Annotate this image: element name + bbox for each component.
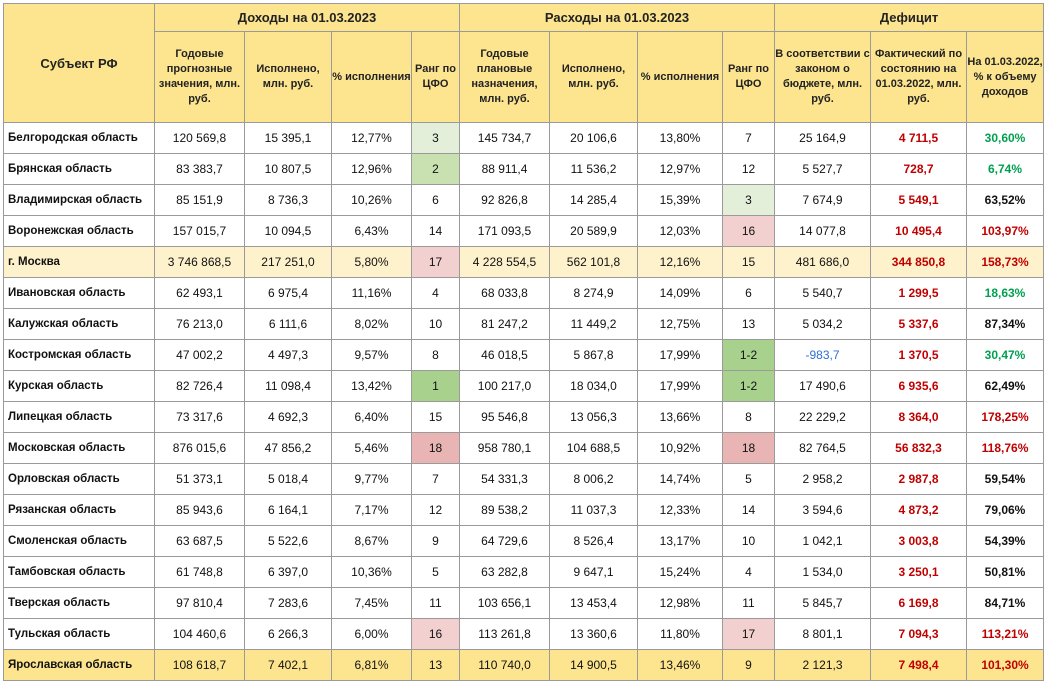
income-done-cell: 6 164,1: [245, 495, 332, 526]
expense-pct-cell: 17,99%: [638, 371, 723, 402]
expense-plan-cell: 145 734,7: [460, 123, 550, 154]
deficit-fact-cell: 1 299,5: [871, 278, 967, 309]
deficit-law-cell: 7 674,9: [775, 185, 871, 216]
expense-group-header: Расходы на 01.03.2023: [460, 4, 775, 32]
table-row: [4, 650, 1044, 681]
income-plan-cell: 85 943,6: [155, 495, 245, 526]
deficit-pct-cell: 87,34%: [967, 309, 1044, 340]
deficit-pct-header: На 01.03.2022, % к объему доходов: [967, 32, 1044, 123]
budget-table: [3, 3, 1044, 681]
deficit-pct-cell: 30,47%: [967, 340, 1044, 371]
expense-plan-cell: 958 780,1: [460, 433, 550, 464]
deficit-fact-cell: 2 987,8: [871, 464, 967, 495]
deficit-fact-cell: 6 935,6: [871, 371, 967, 402]
deficit-law-cell: 1 042,1: [775, 526, 871, 557]
income-pct-header: % исполнения: [332, 32, 412, 123]
expense-pct-cell: 10,92%: [638, 433, 723, 464]
expense-pct-cell: 12,97%: [638, 154, 723, 185]
income-done-cell: 6 397,0: [245, 557, 332, 588]
expense-rank-cell: 15: [723, 247, 775, 278]
expense-plan-cell: 46 018,5: [460, 340, 550, 371]
table-row: [4, 185, 1044, 216]
expense-done-cell: 13 056,3: [550, 402, 638, 433]
table-row: [4, 309, 1044, 340]
expense-done-cell: 8 274,9: [550, 278, 638, 309]
deficit-law-header: В соответствии с законом о бюджете, млн. руб.: [775, 32, 871, 123]
deficit-pct-cell: 6,74%: [967, 154, 1044, 185]
expense-done-cell: 13 453,4: [550, 588, 638, 619]
expense-plan-cell: 64 729,6: [460, 526, 550, 557]
expense-done-cell: 14 285,4: [550, 185, 638, 216]
expense-rank-cell: 12: [723, 154, 775, 185]
expense-done-cell: 104 688,5: [550, 433, 638, 464]
expense-plan-cell: 110 740,0: [460, 650, 550, 681]
subject-name-cell: Рязанская область: [4, 495, 155, 526]
deficit-pct-cell: 30,60%: [967, 123, 1044, 154]
deficit-fact-cell: 728,7: [871, 154, 967, 185]
expense-rank-cell: 8: [723, 402, 775, 433]
income-pct-cell: 13,42%: [332, 371, 412, 402]
income-done-cell: 217 251,0: [245, 247, 332, 278]
expense-pct-cell: 12,98%: [638, 588, 723, 619]
expense-done-cell: 13 360,6: [550, 619, 638, 650]
expense-rank-cell: 18: [723, 433, 775, 464]
expense-done-cell: 18 034,0: [550, 371, 638, 402]
expense-pct-cell: 13,66%: [638, 402, 723, 433]
income-pct-cell: 8,02%: [332, 309, 412, 340]
expense-done-cell: 14 900,5: [550, 650, 638, 681]
income-rank-header: Ранг по ЦФО: [412, 32, 460, 123]
deficit-fact-cell: 344 850,8: [871, 247, 967, 278]
deficit-law-cell: 5 527,7: [775, 154, 871, 185]
income-pct-cell: 6,40%: [332, 402, 412, 433]
expense-done-cell: 20 106,6: [550, 123, 638, 154]
expense-pct-header: % исполнения: [638, 32, 723, 123]
income-pct-cell: 6,43%: [332, 216, 412, 247]
subject-name-cell: Орловская область: [4, 464, 155, 495]
income-done-cell: 4 497,3: [245, 340, 332, 371]
subject-name-cell: Ивановская область: [4, 278, 155, 309]
deficit-law-cell: 2 958,2: [775, 464, 871, 495]
income-plan-cell: 82 726,4: [155, 371, 245, 402]
subject-name-cell: Тамбовская область: [4, 557, 155, 588]
income-plan-cell: 63 687,5: [155, 526, 245, 557]
deficit-pct-cell: 18,63%: [967, 278, 1044, 309]
table-row: [4, 495, 1044, 526]
income-done-cell: 6 266,3: [245, 619, 332, 650]
expense-plan-cell: 100 217,0: [460, 371, 550, 402]
income-pct-cell: 10,36%: [332, 557, 412, 588]
deficit-pct-cell: 84,71%: [967, 588, 1044, 619]
income-rank-cell: 1: [412, 371, 460, 402]
table-row: [4, 433, 1044, 464]
income-plan-cell: 97 810,4: [155, 588, 245, 619]
deficit-fact-cell: 6 169,8: [871, 588, 967, 619]
expense-plan-cell: 92 826,8: [460, 185, 550, 216]
expense-done-cell: 8 006,2: [550, 464, 638, 495]
income-plan-cell: 62 493,1: [155, 278, 245, 309]
expense-rank-cell: 3: [723, 185, 775, 216]
subject-name-cell: Брянская область: [4, 154, 155, 185]
expense-pct-cell: 12,03%: [638, 216, 723, 247]
deficit-law-cell: 481 686,0: [775, 247, 871, 278]
expense-done-cell: 20 589,9: [550, 216, 638, 247]
income-done-cell: 15 395,1: [245, 123, 332, 154]
expense-pct-cell: 14,09%: [638, 278, 723, 309]
income-rank-cell: 3: [412, 123, 460, 154]
deficit-fact-cell: 3 250,1: [871, 557, 967, 588]
expense-rank-cell: 1-2: [723, 371, 775, 402]
subject-header: Субъект РФ: [4, 4, 155, 123]
expense-rank-cell: 17: [723, 619, 775, 650]
income-rank-cell: 4: [412, 278, 460, 309]
expense-pct-cell: 14,74%: [638, 464, 723, 495]
expense-done-cell: 11 449,2: [550, 309, 638, 340]
deficit-pct-cell: 50,81%: [967, 557, 1044, 588]
table-row: [4, 371, 1044, 402]
deficit-pct-cell: 113,21%: [967, 619, 1044, 650]
table-row: [4, 464, 1044, 495]
income-done-cell: 6 111,6: [245, 309, 332, 340]
expense-pct-cell: 15,39%: [638, 185, 723, 216]
income-pct-cell: 6,00%: [332, 619, 412, 650]
deficit-pct-cell: 158,73%: [967, 247, 1044, 278]
income-pct-cell: 6,81%: [332, 650, 412, 681]
deficit-fact-cell: 1 370,5: [871, 340, 967, 371]
income-pct-cell: 8,67%: [332, 526, 412, 557]
subject-name-cell: Белгородская область: [4, 123, 155, 154]
income-done-cell: 8 736,3: [245, 185, 332, 216]
income-done-cell: 5 018,4: [245, 464, 332, 495]
deficit-law-cell: 17 490,6: [775, 371, 871, 402]
table-row: [4, 123, 1044, 154]
income-rank-cell: 13: [412, 650, 460, 681]
deficit-law-cell: 5 845,7: [775, 588, 871, 619]
deficit-fact-cell: 7 498,4: [871, 650, 967, 681]
income-rank-cell: 8: [412, 340, 460, 371]
subject-name-cell: г. Москва: [4, 247, 155, 278]
deficit-fact-cell: 3 003,8: [871, 526, 967, 557]
income-done-cell: 10 807,5: [245, 154, 332, 185]
income-done-cell: 5 522,6: [245, 526, 332, 557]
deficit-pct-cell: 59,54%: [967, 464, 1044, 495]
deficit-law-cell: 2 121,3: [775, 650, 871, 681]
income-done-cell: 6 975,4: [245, 278, 332, 309]
subject-name-cell: Владимирская область: [4, 185, 155, 216]
expense-rank-cell: 14: [723, 495, 775, 526]
deficit-pct-cell: 63,52%: [967, 185, 1044, 216]
income-plan-cell: 85 151,9: [155, 185, 245, 216]
income-done-cell: 11 098,4: [245, 371, 332, 402]
expense-rank-cell: 6: [723, 278, 775, 309]
income-pct-cell: 5,80%: [332, 247, 412, 278]
deficit-fact-cell: 4 873,2: [871, 495, 967, 526]
deficit-pct-cell: 178,25%: [967, 402, 1044, 433]
income-done-cell: 7 402,1: [245, 650, 332, 681]
expense-plan-cell: 95 546,8: [460, 402, 550, 433]
deficit-law-cell: 8 801,1: [775, 619, 871, 650]
deficit-law-cell: 82 764,5: [775, 433, 871, 464]
deficit-pct-cell: 62,49%: [967, 371, 1044, 402]
deficit-law-cell: -983,7: [775, 340, 871, 371]
income-pct-cell: 11,16%: [332, 278, 412, 309]
expense-pct-cell: 13,17%: [638, 526, 723, 557]
expense-rank-cell: 16: [723, 216, 775, 247]
deficit-law-cell: 5 034,2: [775, 309, 871, 340]
expense-plan-cell: 103 656,1: [460, 588, 550, 619]
deficit-fact-cell: 7 094,3: [871, 619, 967, 650]
income-done-cell: 4 692,3: [245, 402, 332, 433]
income-done-cell: 47 856,2: [245, 433, 332, 464]
expense-rank-header: Ранг по ЦФО: [723, 32, 775, 123]
table-row: [4, 557, 1044, 588]
subject-name-cell: Смоленская область: [4, 526, 155, 557]
income-plan-cell: 76 213,0: [155, 309, 245, 340]
income-rank-cell: 14: [412, 216, 460, 247]
table-row: [4, 619, 1044, 650]
income-pct-cell: 5,46%: [332, 433, 412, 464]
income-plan-cell: 47 002,2: [155, 340, 245, 371]
table-row: [4, 526, 1044, 557]
income-pct-cell: 12,77%: [332, 123, 412, 154]
expense-pct-cell: 12,75%: [638, 309, 723, 340]
subject-name-cell: Курская область: [4, 371, 155, 402]
income-done-header: Исполнено, млн. руб.: [245, 32, 332, 123]
income-pct-cell: 9,57%: [332, 340, 412, 371]
expense-plan-header: Годовые плановые назначения, млн. руб.: [460, 32, 550, 123]
income-plan-cell: 876 015,6: [155, 433, 245, 464]
subject-name-cell: Тульская область: [4, 619, 155, 650]
deficit-fact-cell: 10 495,4: [871, 216, 967, 247]
income-rank-cell: 10: [412, 309, 460, 340]
expense-done-cell: 5 867,8: [550, 340, 638, 371]
table-row: [4, 340, 1044, 371]
deficit-pct-cell: 103,97%: [967, 216, 1044, 247]
income-rank-cell: 18: [412, 433, 460, 464]
income-done-cell: 10 094,5: [245, 216, 332, 247]
expense-rank-cell: 7: [723, 123, 775, 154]
subject-name-cell: Костромская область: [4, 340, 155, 371]
income-pct-cell: 7,17%: [332, 495, 412, 526]
expense-pct-cell: 17,99%: [638, 340, 723, 371]
income-rank-cell: 9: [412, 526, 460, 557]
income-plan-cell: 108 618,7: [155, 650, 245, 681]
income-pct-cell: 12,96%: [332, 154, 412, 185]
income-plan-cell: 104 460,6: [155, 619, 245, 650]
expense-plan-cell: 171 093,5: [460, 216, 550, 247]
deficit-fact-cell: 8 364,0: [871, 402, 967, 433]
income-done-cell: 7 283,6: [245, 588, 332, 619]
income-pct-cell: 9,77%: [332, 464, 412, 495]
expense-rank-cell: 10: [723, 526, 775, 557]
expense-rank-cell: 13: [723, 309, 775, 340]
income-pct-cell: 7,45%: [332, 588, 412, 619]
expense-done-cell: 8 526,4: [550, 526, 638, 557]
expense-done-cell: 11 536,2: [550, 154, 638, 185]
income-rank-cell: 2: [412, 154, 460, 185]
expense-rank-cell: 4: [723, 557, 775, 588]
income-rank-cell: 6: [412, 185, 460, 216]
deficit-pct-cell: 101,30%: [967, 650, 1044, 681]
subject-name-cell: Калужская область: [4, 309, 155, 340]
expense-rank-cell: 5: [723, 464, 775, 495]
income-plan-cell: 120 569,8: [155, 123, 245, 154]
expense-pct-cell: 13,80%: [638, 123, 723, 154]
expense-pct-cell: 15,24%: [638, 557, 723, 588]
income-plan-cell: 73 317,6: [155, 402, 245, 433]
income-rank-cell: 15: [412, 402, 460, 433]
deficit-fact-cell: 4 711,5: [871, 123, 967, 154]
expense-plan-cell: 113 261,8: [460, 619, 550, 650]
income-rank-cell: 12: [412, 495, 460, 526]
expense-plan-cell: 63 282,8: [460, 557, 550, 588]
table-row: [4, 402, 1044, 433]
income-rank-cell: 17: [412, 247, 460, 278]
expense-rank-cell: 9: [723, 650, 775, 681]
expense-plan-cell: 88 911,4: [460, 154, 550, 185]
deficit-fact-cell: 56 832,3: [871, 433, 967, 464]
subject-name-cell: Липецкая область: [4, 402, 155, 433]
income-plan-cell: 157 015,7: [155, 216, 245, 247]
income-group-header: Доходы на 01.03.2023: [155, 4, 460, 32]
expense-done-cell: 9 647,1: [550, 557, 638, 588]
deficit-law-cell: 25 164,9: [775, 123, 871, 154]
deficit-law-cell: 1 534,0: [775, 557, 871, 588]
subject-name-cell: Воронежская область: [4, 216, 155, 247]
expense-done-cell: 11 037,3: [550, 495, 638, 526]
table-row: [4, 247, 1044, 278]
subject-name-cell: Ярославская область: [4, 650, 155, 681]
deficit-law-cell: 14 077,8: [775, 216, 871, 247]
table-row: [4, 154, 1044, 185]
expense-rank-cell: 11: [723, 588, 775, 619]
expense-done-cell: 562 101,8: [550, 247, 638, 278]
expense-plan-cell: 54 331,3: [460, 464, 550, 495]
deficit-pct-cell: 118,76%: [967, 433, 1044, 464]
deficit-pct-cell: 54,39%: [967, 526, 1044, 557]
income-plan-cell: 83 383,7: [155, 154, 245, 185]
expense-pct-cell: 12,33%: [638, 495, 723, 526]
deficit-group-header: Дефицит: [775, 4, 1044, 32]
expense-done-header: Исполнено, млн. руб.: [550, 32, 638, 123]
table-body: [4, 123, 1044, 681]
subject-name-cell: Тверская область: [4, 588, 155, 619]
table-row: [4, 588, 1044, 619]
expense-pct-cell: 13,46%: [638, 650, 723, 681]
expense-plan-cell: 81 247,2: [460, 309, 550, 340]
table-row: [4, 216, 1044, 247]
deficit-fact-header: Фактический по состоянию на 01.03.2022, млн. руб.: [871, 32, 967, 123]
income-pct-cell: 10,26%: [332, 185, 412, 216]
deficit-law-cell: 5 540,7: [775, 278, 871, 309]
income-rank-cell: 16: [412, 619, 460, 650]
income-plan-header: Годовые прогнозные значения, млн. руб.: [155, 32, 245, 123]
deficit-fact-cell: 5 337,6: [871, 309, 967, 340]
subject-name-cell: Московская область: [4, 433, 155, 464]
table-row: [4, 278, 1044, 309]
expense-plan-cell: 89 538,2: [460, 495, 550, 526]
expense-pct-cell: 12,16%: [638, 247, 723, 278]
income-plan-cell: 51 373,1: [155, 464, 245, 495]
income-rank-cell: 7: [412, 464, 460, 495]
income-plan-cell: 3 746 868,5: [155, 247, 245, 278]
deficit-fact-cell: 5 549,1: [871, 185, 967, 216]
income-rank-cell: 5: [412, 557, 460, 588]
expense-plan-cell: 4 228 554,5: [460, 247, 550, 278]
deficit-pct-cell: 79,06%: [967, 495, 1044, 526]
expense-plan-cell: 68 033,8: [460, 278, 550, 309]
income-rank-cell: 11: [412, 588, 460, 619]
deficit-law-cell: 22 229,2: [775, 402, 871, 433]
deficit-law-cell: 3 594,6: [775, 495, 871, 526]
expense-pct-cell: 11,80%: [638, 619, 723, 650]
expense-rank-cell: 1-2: [723, 340, 775, 371]
income-plan-cell: 61 748,8: [155, 557, 245, 588]
